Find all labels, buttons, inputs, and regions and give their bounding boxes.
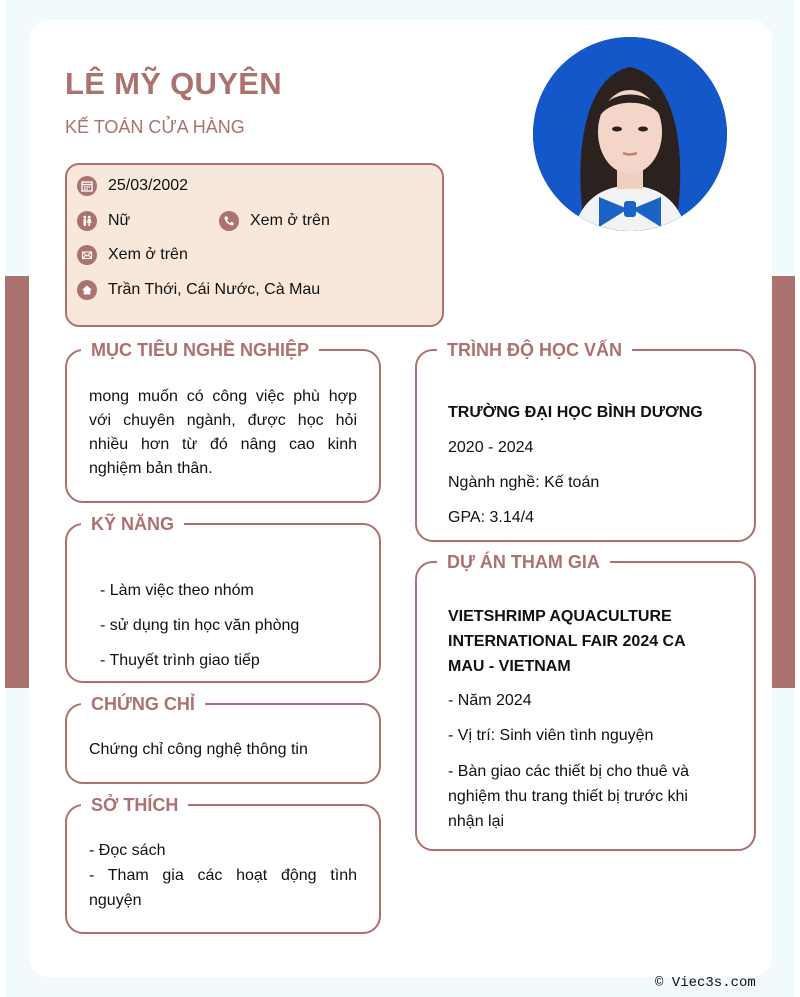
calendar-icon (77, 176, 97, 196)
avatar (533, 37, 727, 231)
school-name: TRƯỜNG ĐẠI HỌC BÌNH DƯƠNG (448, 404, 703, 421)
objective-text: mong muốn có công việc phù hợp với chuyên ngành, được học hỏi nhiều hơn từ đó nâng cao kinh nghiệm bản thân. (89, 388, 357, 477)
skill-item: - Thuyết trình giao tiếp (100, 652, 260, 669)
section-hobbies (65, 795, 381, 934)
hobby-item: - Đọc sách (89, 842, 166, 859)
address-value: Trần Thới, Cái Nước, Cà Mau (108, 281, 321, 298)
skill-item: - sử dụng tin học văn phòng (100, 617, 300, 634)
education-major: Ngành nghề: Kế toán (448, 474, 600, 491)
phone-value: Xem ở trên (250, 212, 330, 229)
gender-value: Nữ (108, 212, 131, 229)
education-period: 2020 - 2024 (448, 439, 534, 456)
project-details (448, 604, 723, 834)
section-certificates (65, 694, 381, 784)
hobby-item: - Tham gia các hoạt động tình nguyện (89, 867, 357, 909)
education-gpa: GPA: 3.14/4 (448, 509, 534, 526)
email-icon (77, 245, 97, 265)
address-row (77, 280, 320, 300)
phone-icon (219, 211, 239, 231)
job-title: KẾ TOÁN CỬA HÀNG (65, 117, 245, 137)
section-title-skills: KỸ NĂNG (81, 512, 184, 536)
email-row (77, 245, 188, 265)
birthday-value: 25/03/2002 (108, 177, 189, 194)
gender-icon (77, 211, 97, 231)
section-objective (65, 340, 381, 503)
section-title-education: TRÌNH ĐỘ HỌC VẤN (437, 338, 632, 362)
right-accent-bar (772, 276, 795, 688)
section-title-certificates: CHỨNG CHỈ (81, 692, 205, 716)
skill-item: - Làm việc theo nhóm (100, 582, 254, 599)
section-skills (65, 514, 381, 683)
email-value: Xem ở trên (108, 246, 188, 263)
left-accent-bar (5, 276, 29, 688)
profile-photo (533, 37, 727, 231)
project-item: - Vị trí: Sinh viên tình nguyện (448, 727, 654, 744)
section-title-projects: DỰ ÁN THAM GIA (437, 550, 610, 574)
gender-row (77, 211, 130, 231)
hobbies-list (89, 838, 357, 913)
watermark: © Viec3s.com (655, 975, 756, 991)
birthday-row (77, 176, 188, 196)
home-icon (77, 280, 97, 300)
project-name: VIETSHRIMP AQUACULTURE INTERNATIONAL FAIR 2024 CA MAU - VIETNAM (448, 608, 686, 675)
project-item: - Năm 2024 (448, 692, 532, 709)
section-education (415, 340, 756, 542)
section-title-objective: MỤC TIÊU NGHỀ NGHIỆP (81, 338, 319, 362)
candidate-name: LÊ MỸ QUYÊN (65, 66, 282, 101)
skills-list (100, 573, 360, 678)
section-title-hobbies: SỞ THÍCH (81, 793, 188, 817)
phone-row (219, 211, 330, 231)
project-item: - Bàn giao các thiết bị cho thuê và nghiệm thu trang thiết bị trước khi nhận lại (448, 763, 690, 830)
certificate-text: Chứng chỉ công nghệ thông tin (89, 741, 308, 758)
education-details (448, 395, 738, 535)
section-projects (415, 552, 756, 851)
